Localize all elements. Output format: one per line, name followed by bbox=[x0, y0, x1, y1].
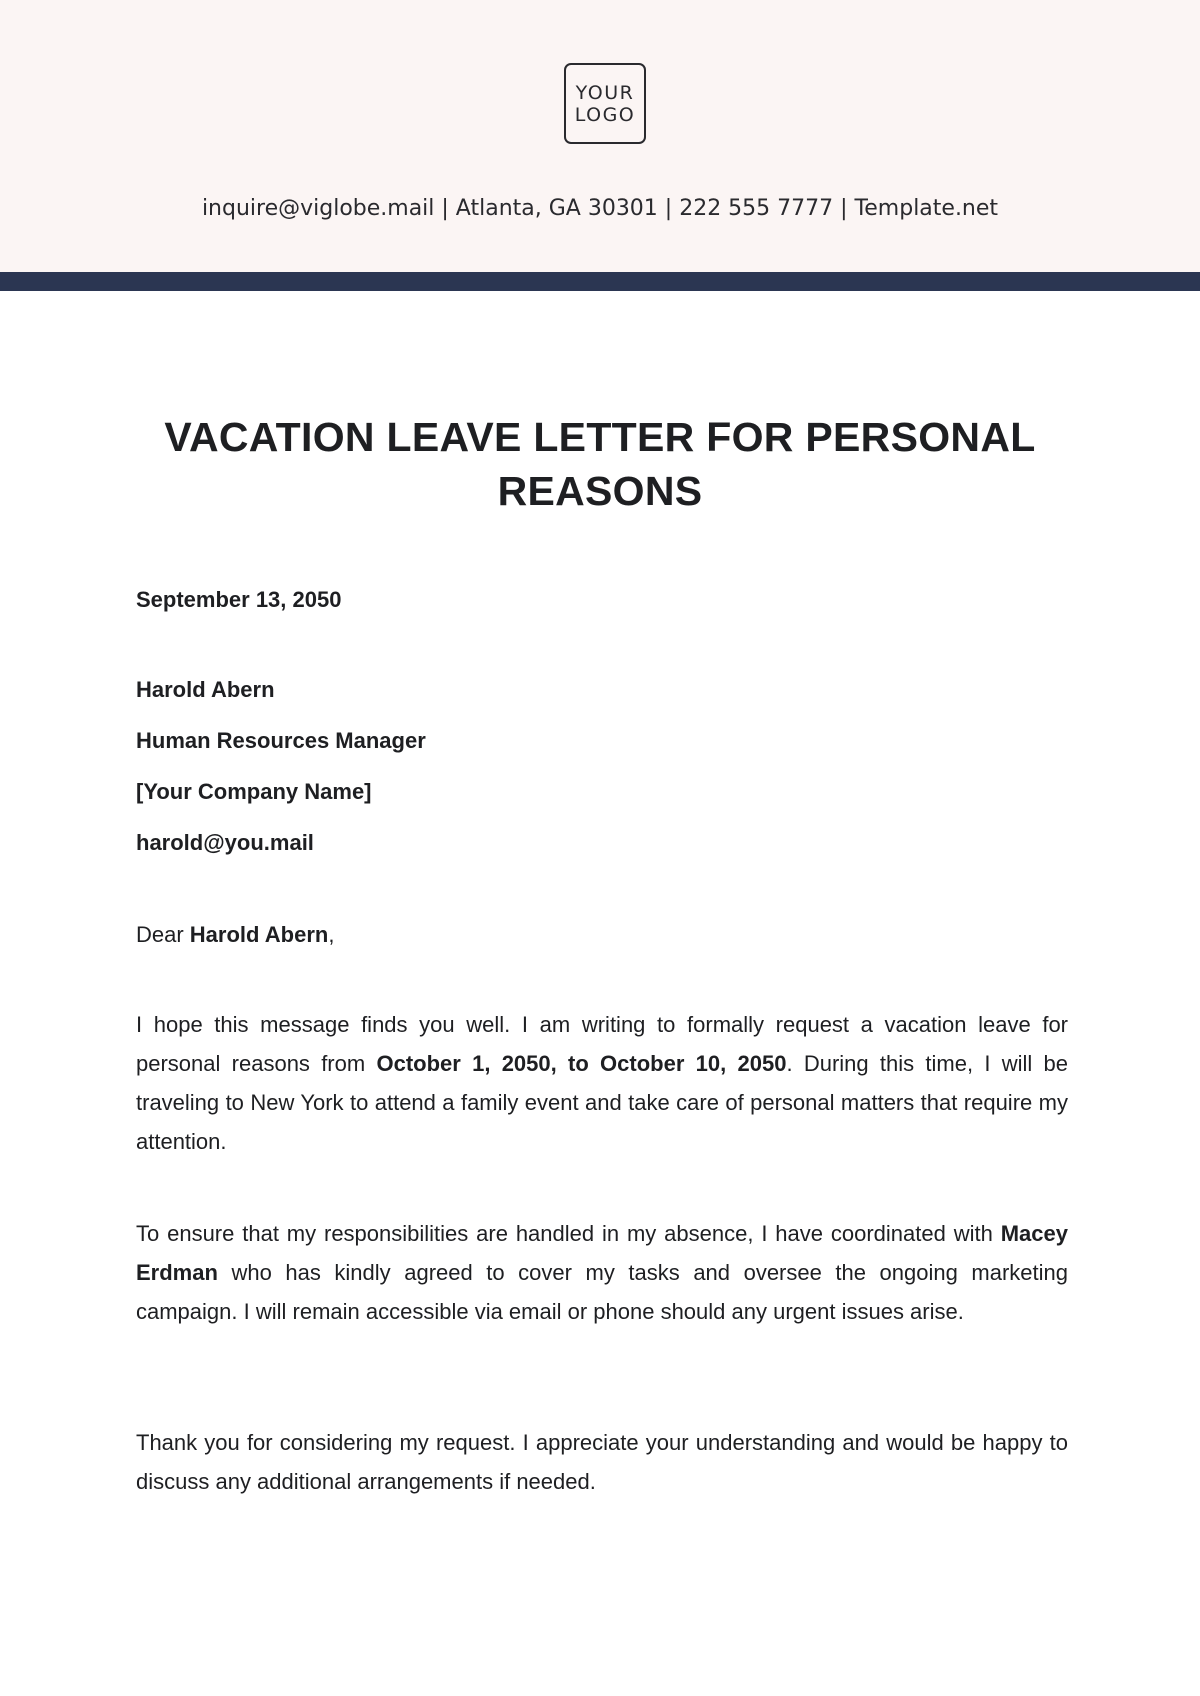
recipient-position: Human Resources Manager bbox=[136, 728, 426, 753]
letter-title: VACATION LEAVE LETTER FOR PERSONAL REASONS bbox=[164, 414, 1036, 514]
body-paragraph-3: Thank you for considering my request. I appreciate your understanding and would be happy to discuss any additional arrangements if needed. bbox=[136, 1430, 1068, 1494]
recipient-name: Harold Abern bbox=[136, 677, 275, 702]
body-paragraph-1 bbox=[136, 1005, 1068, 1161]
body-paragraph-2 bbox=[136, 1214, 1068, 1331]
covering-colleague: Macey Erdman bbox=[136, 1221, 1068, 1285]
paragraph-1-text-a: I hope this message finds you well. I am writing to formally request a vacation leave for personal reasons from bbox=[136, 1012, 1068, 1076]
paragraph-1-text-b: . During this time, I will be traveling to New York to attend a family event and take care of personal matters that require my attention. bbox=[136, 1051, 1069, 1154]
recipient-block bbox=[136, 670, 1068, 874]
leave-dates: October 1, 2050, to October 10, 2050 bbox=[376, 1051, 787, 1076]
salutation-suffix: , bbox=[328, 922, 335, 947]
recipient-company: [Your Company Name] bbox=[136, 779, 372, 804]
letterhead bbox=[0, 0, 1200, 272]
paragraph-2-text-b: who has kindly agreed to cover my tasks and oversee the ongoing marketing campaign. I will remain accessible via email or phone should any urgent issues arise. bbox=[136, 1260, 1068, 1324]
letter-date: September 13, 2050 bbox=[136, 587, 342, 612]
logo-line-1: YOUR bbox=[575, 81, 635, 104]
logo-line-2: LOGO bbox=[574, 103, 636, 126]
salutation bbox=[136, 915, 1068, 954]
salutation-prefix: Dear bbox=[136, 922, 190, 947]
recipient-email: harold@you.mail bbox=[136, 830, 314, 855]
logo-placeholder bbox=[564, 63, 646, 144]
paragraph-2-text-a: To ensure that my responsibilities are handled in my absence, I have coordinated with bbox=[136, 1221, 1001, 1246]
contact-line: inquire@viglobe.mail | Atlanta, GA 30301 | 222 555 7777 | Template.net bbox=[201, 196, 999, 221]
salutation-name: Harold Abern bbox=[189, 922, 329, 947]
header-divider bbox=[0, 272, 1200, 291]
